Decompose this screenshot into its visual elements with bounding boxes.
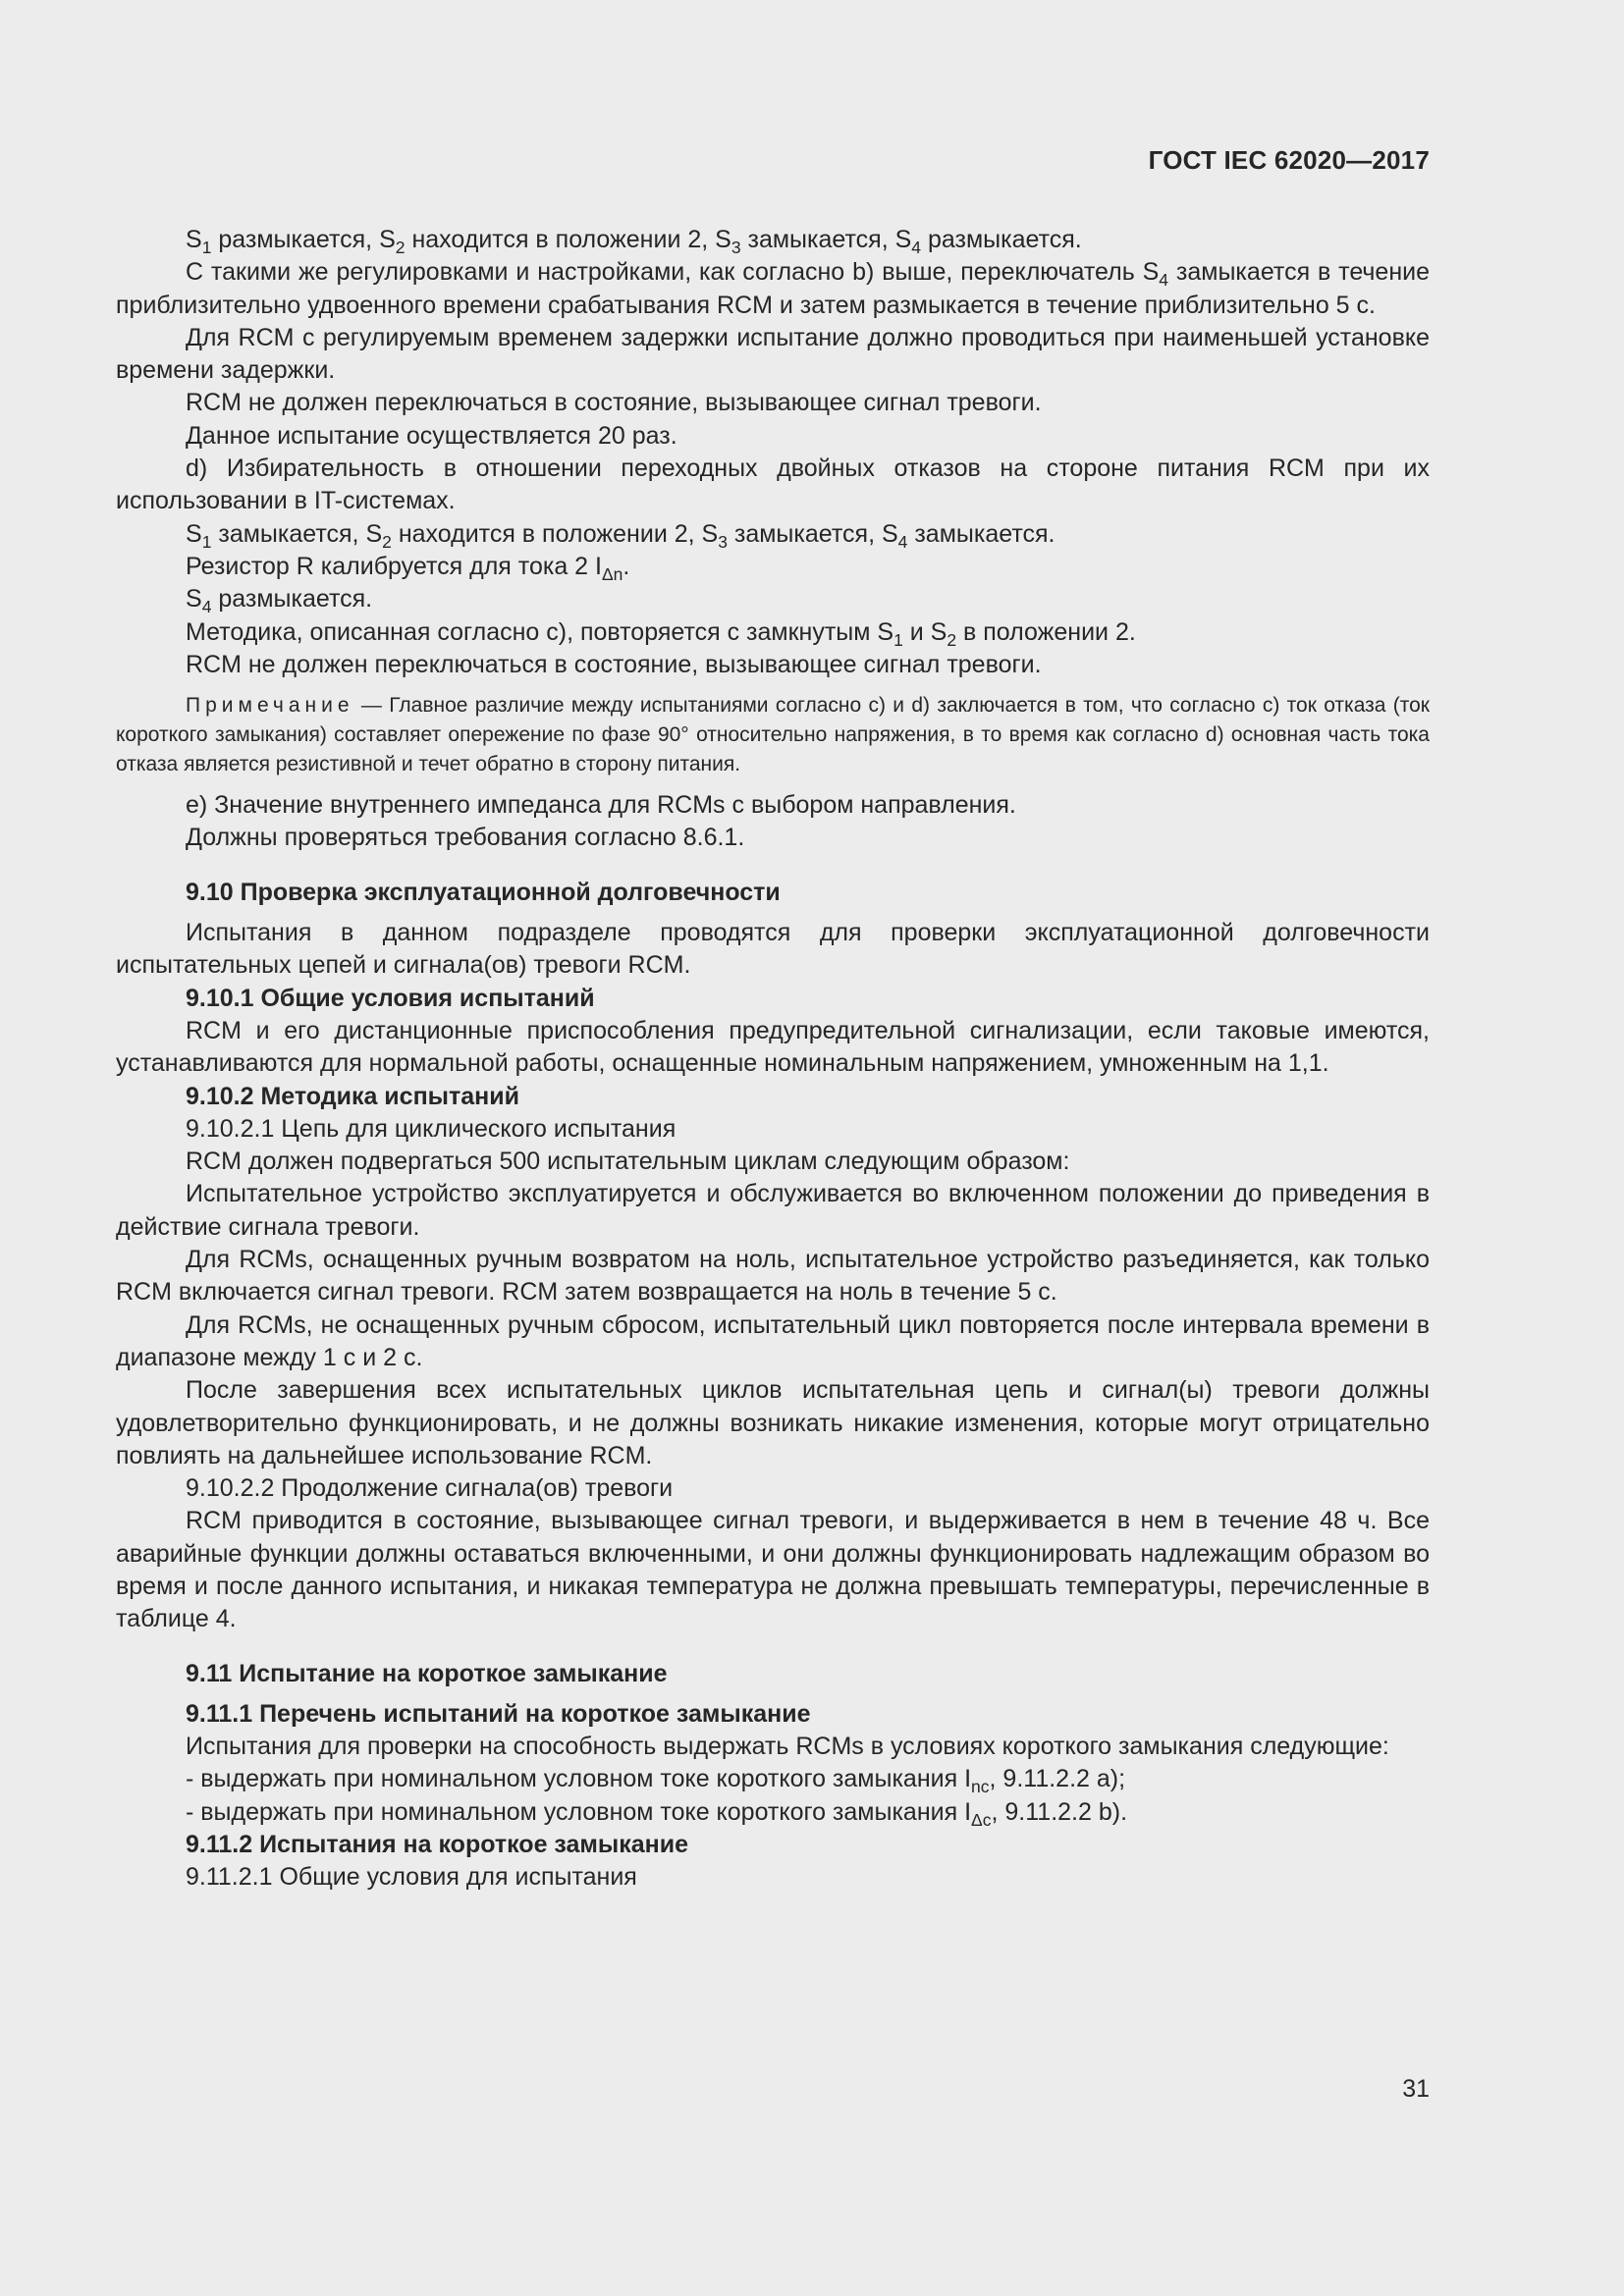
clause-9-10-2-2: 9.10.2.2 Продолжение сигнала(ов) тревоги <box>186 1474 674 1503</box>
paragraph-after-cycles: После завершения всех испытательных циклов испытательная цепь и сигнал(ы) тревоги должны удовлетворительно функционировать, и не должны возникать никакие изменения, которые могут отрицательно повлиять на дальнейшее использование RCM. <box>116 1376 1430 1469</box>
paragraph-item-d: d) Избирательность в отношении переходных двойных отказов на стороне питания RCM при их использовании в IT-системах. <box>116 454 1430 515</box>
section-heading-9-10: 9.10 Проверка эксплуатационной долговечности <box>186 878 781 906</box>
paragraph-switch-states-2: $S_1$ замыкается, $S_2$ находится в положении 2, $S_3$ замыкается, $S_4$ замыкается. <box>186 519 1056 552</box>
paragraph-500-cycles: RCM должен подвергаться 500 испытательным циклам следующим образом: <box>186 1148 1070 1176</box>
paragraph-method-repeat: Методика, описанная согласно с), повторяется с замкнутым $S_1$ и $S_2$ в положении 2. <box>186 617 1136 650</box>
list-item-inc: - выдержать при номинальном условном токе короткого замыкания $I_{nc}$, 9.11.2.2 a); <box>186 1765 1126 1797</box>
subsection-heading-9-11-2: 9.11.2 Испытания на короткое замыкание <box>186 1831 689 1859</box>
subsection-heading-9-10-1: 9.10.1 Общие условия испытаний <box>186 984 595 1012</box>
paragraph-repeat-20: Данное испытание осуществляется 20 раз. <box>186 421 677 450</box>
clause-9-11-2-1: 9.11.2.1 Общие условия для испытания <box>186 1863 637 1892</box>
page-number: 31 <box>1402 2075 1430 2103</box>
paragraph-no-manual-reset: Для RCMs, не оснащенных ручным сбросом, испытательный цикл повторяется после интервала времени в диапазоне между 1 с и 2 с. <box>116 1310 1430 1371</box>
paragraph-no-alarm-2: RCM не должен переключаться в состояние, вызывающее сигнал тревоги. <box>186 650 1042 678</box>
document-header: ГОСТ IEC 62020—2017 <box>1148 145 1430 175</box>
list-item-idc: - выдержать при номинальном условном токе короткого замыкания $I_{\Delta c}$, 9.11.2.2 b). <box>186 1797 1128 1830</box>
paragraph-item-e: е) Значение внутреннего импеданса для RCMs с выбором направления. <box>186 791 1016 820</box>
paragraph-s4-opens: $S_4$ размыкается. <box>186 585 373 617</box>
document-body <box>116 224 1430 1895</box>
paragraph-general-conditions: RCM и его дистанционные приспособления предупредительной сигнализации, если таковые имеются, устанавливаются для нормальной работы, оснащенные номинальным напряжением, умноженным на 1,1. <box>116 1016 1430 1078</box>
note-block: Примечание — Главное различие между испытаниями согласно с) и d) заключается в том, что согласно с) ток отказа (ток короткого замыкания) составляет опережение по фазе 90° относительно напряжения, в то время как согласно d) основная часть тока отказа является резистивной и течет обратно в сторону питания. <box>116 694 1430 776</box>
paragraph-no-alarm-1: RCM не должен переключаться в состояние, вызывающее сигнал тревоги. <box>186 389 1042 417</box>
paragraph-durability-intro: Испытания в данном подразделе проводятся для проверки эксплуатационной долговечности испытательных цепей и сигнала(ов) тревоги RCM. <box>116 919 1430 980</box>
paragraph-delay-setting: Для RCM с регулируемым временем задержки испытание должно проводиться при наименьшей установке времени задержки. <box>116 323 1430 385</box>
paragraph-48h: RCM приводится в состояние, вызывающее сигнал тревоги, и выдерживается в нем в течение 48 ч. Все аварийные функции должны оставаться включенными, и они должны функционировать надлежащим образом во время и после данного испытания, и никакая температура не должна превышать температуры, перечисленные в таблице 4. <box>116 1507 1430 1633</box>
subsection-heading-9-11-1: 9.11.1 Перечень испытаний на короткое замыкание <box>186 1699 811 1728</box>
note-text: Главное различие между испытаниями согласно с) и d) заключается в том, что согласно с) ток отказа (ток короткого замыкания) составляет опережение по фазе 90° относительно напряжения, в то время как согласно d) основная часть тока отказа является резистивной и течет обратно в сторону питания. <box>116 694 1430 776</box>
subsection-heading-9-10-2: 9.10.2 Методика испытаний <box>186 1082 520 1110</box>
paragraph-resistor: Резистор R калибруется для тока 2 $I_{\Delta n}$. <box>186 552 630 585</box>
note-label: Примечание <box>186 694 354 718</box>
paragraph-test-device: Испытательное устройство эксплуатируется и обслуживается во включенном положении до приведения в действие сигнала тревоги. <box>116 1180 1430 1241</box>
paragraph-same-settings: С такими же регулировками и настройками, как согласно b) выше, переключатель $S_4$ замыкается в течение приблизительно удвоенного времени срабатывания RCM и затем размыкается в течение приблизительно 5 с. <box>116 258 1430 319</box>
clause-9-10-2-1: 9.10.2.1 Цепь для циклического испытания <box>186 1114 677 1143</box>
paragraph-check-861: Должны проверяться требования согласно 8.6.1. <box>186 824 745 852</box>
paragraph-manual-reset: Для RCMs, оснащенных ручным возвратом на ноль, испытательное устройство разъединяется, как только RCM включается сигнал тревоги. RCM затем возвращается на ноль в течение 5 с. <box>116 1246 1430 1307</box>
section-heading-9-11: 9.11 Испытание на короткое замыкание <box>186 1659 668 1687</box>
paragraph-sc-tests: Испытания для проверки на способность выдержать RCMs в условиях короткого замыкания следующие: <box>186 1733 1389 1761</box>
paragraph-switch-states-1: $S_1$ размыкается, $S_2$ находится в положении 2, $S_3$ замыкается, $S_4$ размыкается. <box>186 226 1082 258</box>
